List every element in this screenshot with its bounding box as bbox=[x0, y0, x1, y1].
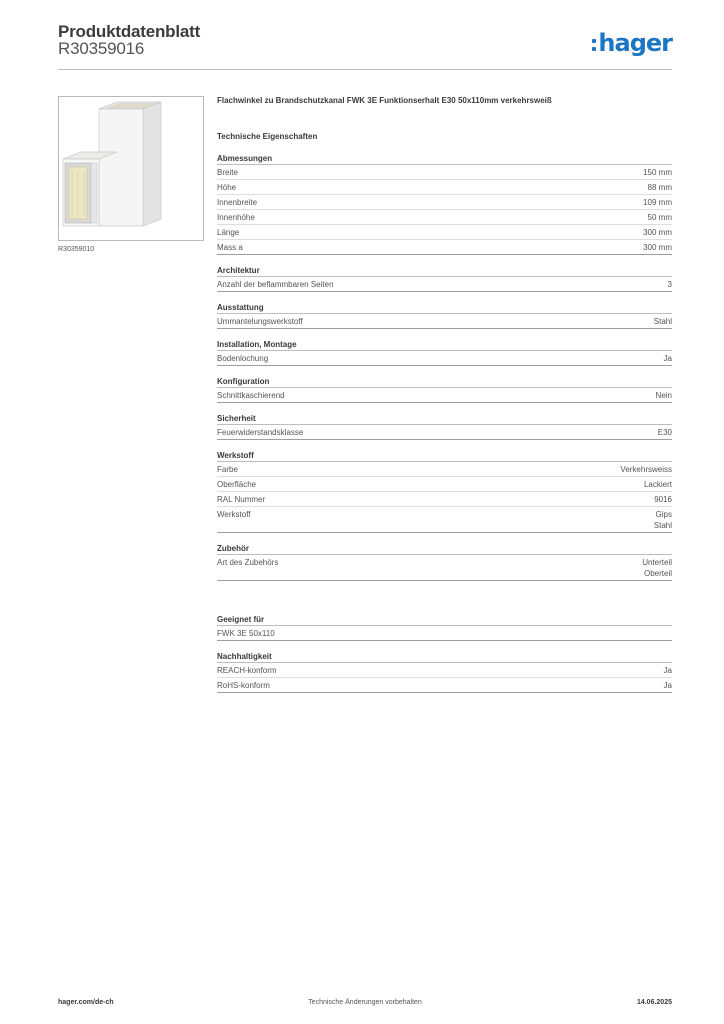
spec-label: Höhe bbox=[217, 182, 237, 192]
spec-label: REACH-konform bbox=[217, 665, 277, 675]
spec-values bbox=[620, 464, 672, 475]
spec-row bbox=[217, 225, 672, 240]
spec-label: Oberfläche bbox=[217, 479, 257, 489]
spec-row bbox=[217, 351, 672, 366]
logo-dots-icon bbox=[592, 39, 596, 51]
section-title: Abmessungen bbox=[217, 153, 672, 165]
logo-text: hager bbox=[598, 29, 672, 57]
section-title: Ausstattung bbox=[217, 302, 672, 314]
spec-values bbox=[648, 182, 672, 193]
spec-row bbox=[217, 507, 672, 533]
spec-row bbox=[217, 210, 672, 225]
spec-label: Bodenlochung bbox=[217, 353, 269, 363]
spec-row bbox=[217, 678, 672, 693]
spec-label: Innenbreite bbox=[217, 197, 258, 207]
spec-value: 300 mm bbox=[643, 242, 672, 252]
spec-section bbox=[217, 302, 672, 329]
spec-label: FWK 3E 50x110 bbox=[217, 628, 275, 638]
spec-label: Breite bbox=[217, 167, 238, 177]
footer-notice: Technische Änderungen vorbehalten bbox=[308, 999, 422, 1006]
spec-label: Ummantelungswerkstoff bbox=[217, 316, 303, 326]
image-caption: R30359010 bbox=[58, 246, 95, 253]
spec-values bbox=[648, 212, 672, 223]
spec-label: Schnittkaschierend bbox=[217, 390, 285, 400]
spec-value: E30 bbox=[657, 427, 672, 437]
footer-website: hager.com/de-ch bbox=[58, 999, 114, 1006]
page-header bbox=[58, 22, 672, 70]
spec-section bbox=[217, 153, 672, 255]
spec-row bbox=[217, 165, 672, 180]
spec-section bbox=[217, 265, 672, 292]
spec-value: 109 mm bbox=[643, 197, 672, 207]
spec-value: Stahl bbox=[653, 520, 672, 530]
spec-label: Art des Zubehörs bbox=[217, 557, 279, 567]
spec-row bbox=[217, 477, 672, 492]
spec-value: Lackiert bbox=[643, 479, 672, 489]
spec-value: 3 bbox=[667, 279, 672, 289]
spec-values bbox=[656, 390, 672, 401]
spec-value: 50 mm bbox=[647, 212, 672, 222]
section-title: Nachhaltigkeit bbox=[217, 651, 672, 663]
spec-label: Anzahl der beflammbaren Seiten bbox=[217, 279, 334, 289]
spec-values bbox=[643, 242, 672, 253]
spec-values bbox=[664, 680, 672, 691]
spec-row bbox=[217, 240, 672, 255]
spec-value: Stahl bbox=[653, 316, 672, 326]
spec-value: 150 mm bbox=[643, 167, 672, 177]
hager-logo bbox=[592, 29, 672, 57]
spec-value: 88 mm bbox=[647, 182, 672, 192]
spec-value: Ja bbox=[663, 665, 672, 675]
spec-values bbox=[643, 167, 672, 178]
spec-row bbox=[217, 277, 672, 292]
spec-value: Unterteil bbox=[642, 557, 672, 567]
spec-section bbox=[217, 614, 672, 641]
section-title: Konfiguration bbox=[217, 376, 672, 388]
spec-label: RAL Nummer bbox=[217, 494, 266, 504]
spec-values bbox=[642, 557, 672, 579]
product-number: R30359016 bbox=[58, 39, 145, 58]
cable-duct-elbow-illustration bbox=[59, 97, 203, 240]
spec-value: 9016 bbox=[654, 494, 672, 504]
spec-values bbox=[654, 316, 672, 327]
spec-label: Länge bbox=[217, 227, 240, 237]
footer-date: 14.06.2025 bbox=[636, 999, 672, 1006]
spec-values bbox=[643, 197, 672, 208]
product-image bbox=[58, 96, 204, 241]
spec-value: Ja bbox=[663, 680, 672, 690]
spec-section bbox=[217, 413, 672, 440]
spec-row bbox=[217, 180, 672, 195]
spec-row bbox=[217, 425, 672, 440]
spec-value: 300 mm bbox=[643, 227, 672, 237]
spec-values bbox=[644, 479, 672, 490]
spec-values bbox=[654, 509, 672, 531]
spec-row bbox=[217, 388, 672, 403]
spec-row bbox=[217, 555, 672, 581]
spec-label: RoHS-konform bbox=[217, 680, 270, 690]
section-title: Zubehör bbox=[217, 543, 672, 555]
spec-section bbox=[217, 543, 672, 581]
spec-label: Feuerwiderstandsklasse bbox=[217, 427, 304, 437]
section-title: Installation, Montage bbox=[217, 339, 672, 351]
spec-values bbox=[658, 427, 672, 438]
product-description: Flachwinkel zu Brandschutzkanal FWK 3E Funktionserhalt E30 50x110mm verkehrsweiß bbox=[217, 96, 552, 105]
page-title: Produktdatenblatt bbox=[58, 22, 201, 41]
spec-row bbox=[217, 626, 672, 641]
spec-section bbox=[217, 339, 672, 366]
spec-values bbox=[654, 494, 672, 505]
spec-row bbox=[217, 195, 672, 210]
spec-label: Farbe bbox=[217, 464, 238, 474]
spec-section bbox=[217, 651, 672, 693]
spec-row bbox=[217, 314, 672, 329]
spec-value: Gips bbox=[655, 509, 672, 519]
spec-section bbox=[217, 450, 672, 533]
spec-values bbox=[664, 353, 672, 364]
spec-values bbox=[664, 665, 672, 676]
spec-value: Verkehrsweiss bbox=[620, 464, 672, 474]
spec-label: Innenhöhe bbox=[217, 212, 255, 222]
section-title: Geeignet für bbox=[217, 614, 672, 626]
spec-label: Mass a bbox=[217, 242, 243, 252]
product-details bbox=[217, 95, 672, 693]
spec-row bbox=[217, 663, 672, 678]
spec-label: Werkstoff bbox=[217, 509, 251, 519]
spec-sections bbox=[217, 153, 672, 693]
spec-value: Oberteil bbox=[643, 568, 672, 578]
spec-row bbox=[217, 462, 672, 477]
section-title: Architektur bbox=[217, 265, 672, 277]
spec-values bbox=[668, 279, 672, 290]
spec-value: Ja bbox=[663, 353, 672, 363]
section-title: Sicherheit bbox=[217, 413, 672, 425]
spec-values bbox=[643, 227, 672, 238]
technical-properties-title: Technische Eigenschaften bbox=[217, 132, 318, 141]
spec-section bbox=[217, 376, 672, 403]
spec-row bbox=[217, 492, 672, 507]
section-title: Werkstoff bbox=[217, 450, 672, 462]
spec-value: Nein bbox=[655, 390, 672, 400]
